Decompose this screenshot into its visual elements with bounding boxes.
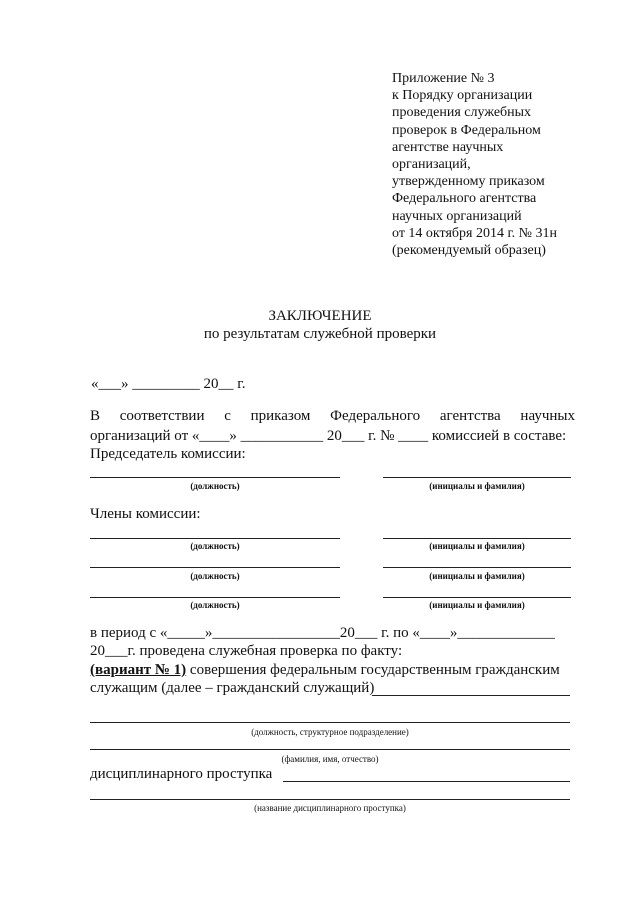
member1-position-caption: (должность) (190, 541, 240, 551)
chairman-initials-caption: (инициалы и фамилия) (429, 481, 525, 491)
annex-block (392, 70, 557, 259)
intro-line-2: организаций от «____» ___________ 20___ г. № ____ комиссией в составе: (90, 428, 567, 444)
member1-initials-caption: (инициалы и фамилия) (429, 541, 525, 551)
document-title: ЗАКЛЮЧЕНИЕ (268, 308, 372, 324)
annex-line: Федерального агентства (392, 191, 537, 207)
intro-line-1: В соответствии с приказом Федерального агентства научных (90, 408, 575, 424)
chairman-initials-line (383, 477, 571, 478)
member3-position-caption: (должность) (190, 600, 240, 610)
variant-line (90, 662, 560, 679)
document-subtitle: по результатам служебной проверки (203, 326, 437, 342)
offense-fill-line (283, 781, 570, 782)
variant-fill-line (372, 695, 570, 696)
member2-initials-line (383, 567, 571, 568)
annex-line: (рекомендуемый образец) (392, 243, 546, 259)
offense-name-line (90, 799, 570, 800)
period-line-2: 20___г. проведена служебная проверка по факту: (90, 643, 403, 659)
member3-position-line (90, 597, 340, 598)
offense-name-caption: (название дисциплинарного проступка) (254, 803, 406, 813)
position-unit-line (90, 722, 570, 723)
member3-initials-caption: (инициалы и фамилия) (429, 600, 525, 610)
period-line-1: в период с «_____»_________________20___ г. по «____»_____________ (90, 625, 555, 641)
annex-line: проверок в Федеральном (392, 122, 541, 138)
annex-line: утвержденному приказом (392, 174, 545, 190)
full-name-caption: (фамилия, имя, отчество) (281, 754, 379, 764)
member2-initials-caption: (инициалы и фамилия) (429, 571, 525, 581)
annex-line: от 14 октября 2014 г. № 31н (392, 225, 557, 241)
member2-position-caption: (должность) (190, 571, 240, 581)
chairman-label: Председатель комиссии: (90, 446, 246, 462)
variant-text: совершения федеральным государственным гражданским (186, 662, 560, 678)
variant-label: (вариант № 1) (90, 662, 187, 678)
annex-line: Приложение № 3 (392, 71, 495, 86)
chairman-position-caption: (должность) (190, 481, 240, 491)
variant-line-2: служащим (далее – гражданский служащий) (90, 680, 375, 696)
annex-line: научных организаций (392, 208, 522, 224)
position-unit-caption: (должность, структурное подразделение) (251, 727, 409, 737)
member1-initials-line (383, 538, 571, 539)
chairman-position-line (90, 477, 340, 478)
member2-position-line (90, 567, 340, 568)
member1-position-line (90, 538, 340, 539)
annex-line: к Порядку организации (392, 88, 533, 104)
annex-line: организаций, (392, 157, 471, 173)
date-line: «___» _________ 20__ г. (91, 376, 246, 392)
members-label: Члены комиссии: (90, 506, 201, 522)
member3-initials-line (383, 597, 571, 598)
offense-label: дисциплинарного проступка (90, 766, 273, 782)
annex-line: агентстве научных (392, 139, 504, 155)
full-name-line (90, 749, 570, 750)
annex-line: проведения служебных (392, 105, 532, 121)
